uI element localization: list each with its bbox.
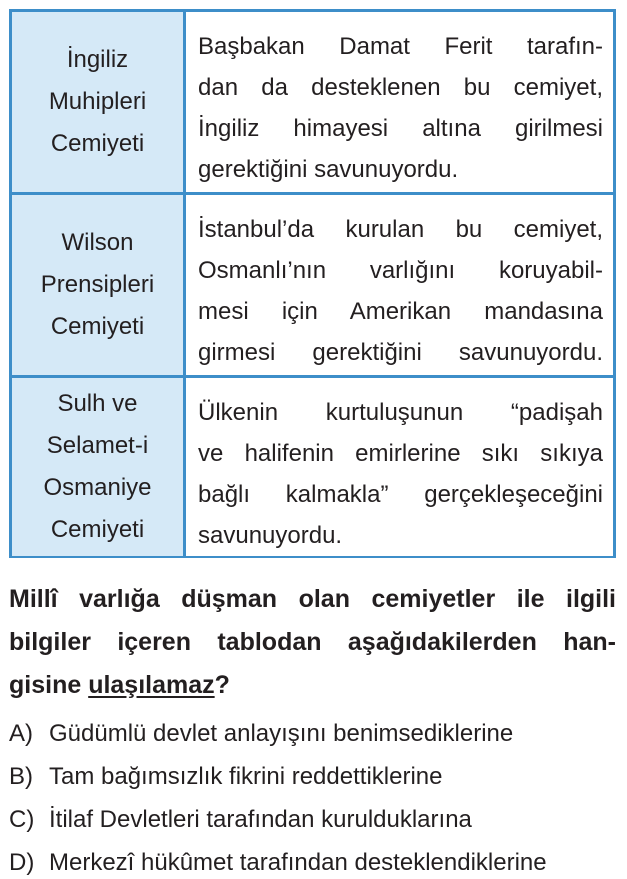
option-text: Güdümlü devlet anlayışını benimsediklerine xyxy=(49,720,514,747)
society-name-line: Cemiyeti xyxy=(50,130,145,157)
question-line: bilgiler içeren tablodan aşağıdakilerden han- xyxy=(9,628,616,656)
society-name-cell xyxy=(12,12,186,195)
description-line: İngiliz himayesi altına girilmesi xyxy=(198,115,603,142)
description-line: Başbakan Damat Ferit tarafın- xyxy=(198,33,603,60)
question-mark: ? xyxy=(214,671,230,699)
description-line: mesi için Amerikan mandasına xyxy=(198,298,603,325)
option-letter: B) xyxy=(9,763,33,790)
option-d[interactable] xyxy=(9,841,619,879)
society-description-cell xyxy=(186,195,613,378)
society-name-line: Wilson xyxy=(61,229,134,256)
description-line: ve halifenin emirlerine sıkı sıkıya xyxy=(198,440,603,467)
description-line: girmesi gerektiğini savunuyordu. xyxy=(198,339,603,366)
question-line-prefix: gisine xyxy=(9,671,89,699)
description-line: bağlı kalmakla” gerçekleşeceğini xyxy=(198,481,603,508)
societies-table xyxy=(9,9,616,558)
option-c[interactable] xyxy=(9,798,619,841)
option-letter: D) xyxy=(9,849,35,876)
society-name-line: Cemiyeti xyxy=(50,516,145,543)
option-text: Merkezî hükûmet tarafından desteklendiklerine xyxy=(49,849,547,876)
description-line: Osmanlı’nın varlığını koruyabil- xyxy=(198,257,603,284)
society-name-line: Sulh ve xyxy=(57,390,138,417)
society-name-line: Osmaniye xyxy=(43,474,152,501)
society-name-line: Muhipleri xyxy=(48,88,147,115)
question-line: Millî varlığa düşman olan cemiyetler ile ilgili xyxy=(9,585,616,613)
society-name-cell xyxy=(12,195,186,378)
question-stem xyxy=(9,578,616,707)
description-line: İstanbul’da kurulan bu cemiyet, xyxy=(198,216,603,243)
option-text: İtilaf Devletleri tarafından kurulduklarına xyxy=(49,806,472,833)
society-description-cell xyxy=(186,378,613,556)
description-line: gerektiğini savunuyordu. xyxy=(198,156,459,183)
option-b[interactable] xyxy=(9,755,619,798)
description-line: Ülkenin kurtuluşunun “padişah xyxy=(198,399,603,426)
option-text: Tam bağımsızlık fikrini reddettiklerine xyxy=(49,763,443,790)
option-a[interactable] xyxy=(9,712,619,755)
society-name-line: Prensipleri xyxy=(40,271,155,298)
society-name-line: Selamet-i xyxy=(46,432,149,459)
option-letter: C) xyxy=(9,806,35,833)
question-line xyxy=(9,664,616,707)
society-description-cell xyxy=(186,12,613,195)
question-emphasis: ulaşılamaz xyxy=(88,671,215,699)
society-name-line: Cemiyeti xyxy=(50,313,145,340)
description-line: savunuyordu. xyxy=(198,522,343,549)
option-letter: A) xyxy=(9,720,33,747)
society-name-cell xyxy=(12,378,186,556)
answer-options xyxy=(9,712,619,879)
description-line: dan da desteklenen bu cemiyet, xyxy=(198,74,603,101)
society-name-line: İngiliz xyxy=(66,46,129,73)
